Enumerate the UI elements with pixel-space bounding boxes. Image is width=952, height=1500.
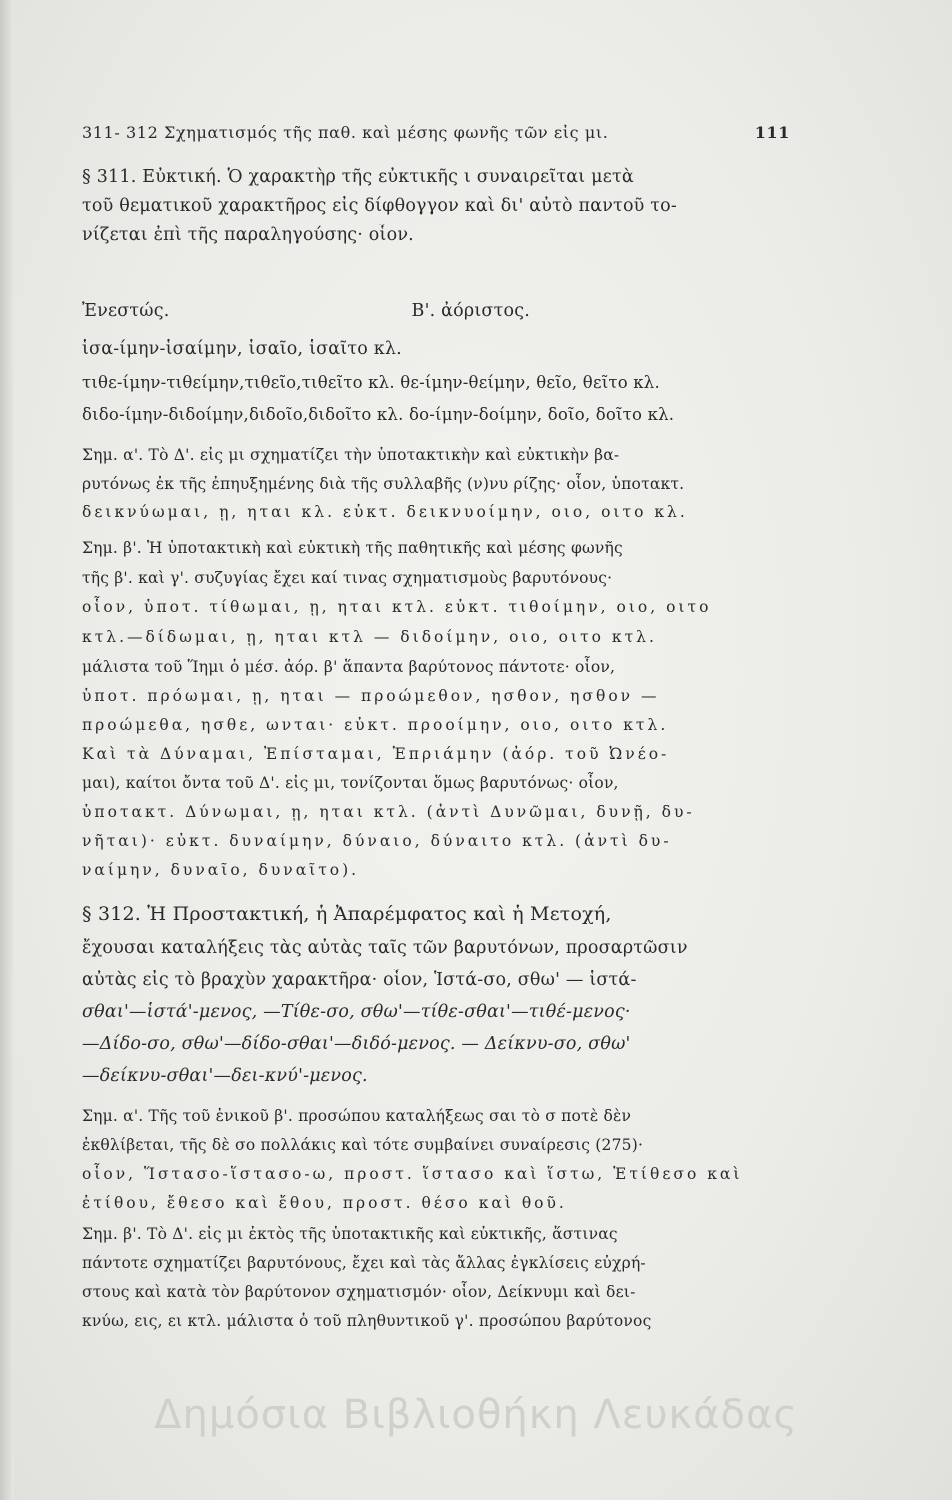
text-line: ἱσα-ίμην-ἱσαίμην, ἱσαῖο, ἱσαῖτο κλ. [82,339,402,359]
text-line: κνύω, εις, ει κτλ. μάλιστα ὁ τοῦ πληθυντικοῦ γ'. προσώπου βαρύτονος [82,1312,652,1330]
section-312-heading: § 312. Ἡ Προστακτική, ἡ Ἀπαρέμφατος καὶ ἡ Μετοχή, [82,903,612,925]
text-line: αὐτὰς εἰς τὸ βραχὺν χαρακτῆρα· οἷον, Ἱστά-σο, σθω' — ἱστά- [82,970,637,990]
text-line: —Δίδο-σο, σθω'—δίδο-σθαι'—διδό-μενος. — Δείκνυ-σο, σθω' [82,1034,631,1054]
text-line: ἔχουσαι καταλήξεις τὰς αὐτὰς ταῖς τῶν βαρυτόνων, προσαρτῶσιν [82,938,688,958]
text-line: οἷον, Ἵστασο-ἵστασο-ω, προστ. ἵστασο καὶ ἵστω, Ἐτίθεσο καὶ [82,1165,743,1183]
text-line: τῆς β'. καὶ γ'. συζυγίας ἔχει καί τινας σχηματισμοὺς βαρυτόνους· [82,569,613,587]
text-line: Ἐνεστώς. Β'. ἀόριστος. [82,301,530,321]
text-line: πάντοτε σχηματίζει βαρυτόνους, ἔχει καὶ τὰς ἄλλας ἐγκλίσεις εὐχρή- [82,1254,646,1272]
text-line: νίζεται ἐπὶ τῆς παραληγούσης· οἷον. [82,225,414,245]
text-line: Σημ. α'. Τὸ Δ'. εἰς μι σχηματίζει τὴν ὑποτακτικὴν καὶ εὐκτικὴν βα- [82,446,620,464]
text-line: κτλ.—δίδωμαι, ῃ, ηται κτλ — διδοίμην, οιο, οιτο κτλ. [82,628,657,646]
text-line: ἐκθλίβεται, τῆς δὲ σο πολλάκις καὶ τότε συμβαίνει συναίρεσις (275)· [82,1136,644,1154]
text-line: § 311. Εὐκτική. Ὁ χαρακτὴρ τῆς εὐκτικῆς ι συναιρεῖται μετὰ [82,167,634,187]
library-watermark: Δημόσια Βιβλιοθήκη Λευκάδας [154,1392,798,1438]
text-line: ὑποτακτ. Δύνωμαι, ῃ, ηται κτλ. (ἀντὶ Δυνῶμαι, δυνῇ, δυ- [82,803,695,821]
page-number: 111 [754,123,790,142]
text-line: σθαι'—ἱστά'-μενος, —Τίθε-σο, σθω'—τίθε-σθαι'—τιθέ-μενος· [82,1002,631,1022]
text-line: στους καὶ κατὰ τὸν βαρύτονον σχηματισμόν· οἷον, Δείκνυμι καὶ δει- [82,1283,636,1301]
text-line: δεικνύωμαι, ῃ, ηται κλ. εὐκτ. δεικνυοίμην, οιο, οιτο κλ. [82,503,688,521]
text-line: διδο-ίμην-διδοίμην,διδοῖο,διδοῖτο κλ. δο-ίμην-δοίμην, δοῖο, δοῖτο κλ. [82,405,675,424]
text-line: —δείκνυ-σθαι'—δει-κνύ'-μενος. [82,1066,368,1086]
text-line: τοῦ θεματικοῦ χαρακτῆρος εἰς δίφθογγον καὶ δι' αὐτὸ παντοῦ το- [82,196,678,216]
text-line: ἐτίθου, ἔθεσο καὶ ἔθου, προστ. θέσο καὶ θοῦ. [82,1194,567,1212]
page-binding-shadow [0,0,14,1500]
text-line: ναίμην, δυναῖο, δυναῖτο). [82,861,360,879]
text-line: τιθε-ίμην-τιθείμην,τιθεῖο,τιθεῖτο κλ. θε-ίμην-θείμην, θεῖο, θεῖτο κλ. [82,373,660,392]
header-title: 311- 312 Σχηματισμός τῆς παθ. καὶ μέσης φωνῆς τῶν εἰς μι. [82,123,609,142]
text-line: Σημ. α'. Τῆς τοῦ ἑνικοῦ β'. προσώπου καταλήξεως σαι τὸ σ ποτὲ δὲν [82,1107,632,1125]
running-header [82,122,790,144]
text-line: ὑποτ. πρόωμαι, ῃ, ηται — προώμεθον, ησθον, ησθον — [82,687,660,705]
text-line: οἷον, ὑποτ. τίθωμαι, ῃ, ηται κτλ. εὐκτ. τιθοίμην, οιο, οιτο [82,598,712,616]
text-line: μαι), καίτοι ὄντα τοῦ Δ'. εἰς μι, τονίζονται ὅμως βαρυτόνως· οἷον, [82,774,619,792]
text-line: Σημ. β'. Τὸ Δ'. εἰς μι ἐκτὸς τῆς ὑποτακτικῆς καὶ εὐκτικῆς, ἅστινας [82,1225,618,1243]
text-line: Σημ. β'. Ἡ ὑποτακτικὴ καὶ εὐκτικὴ τῆς παθητικῆς καὶ μέσης φωνῆς [82,539,623,557]
text-line: ρυτόνως ἐκ τῆς ἐπηυξημένης διὰ τῆς συλλαβῆς (ν)νυ ρίζης· οἷον, ὑποτακτ. [82,475,685,493]
text-line: Καὶ τὰ Δύναμαι, Ἐπίσταμαι, Ἐπριάμην (ἀόρ. τοῦ Ὠνέο- [82,745,670,763]
text-line: προώμεθα, ησθε, ωνται· εὐκτ. προοίμην, οιο, οιτο κτλ. [82,716,669,734]
text-line: μάλιστα τοῦ Ἵημι ὁ μέσ. ἀόρ. β' ἅπαντα βαρύτονος πάντοτε· οἷον, [82,658,616,676]
text-line: νῆται)· εὐκτ. δυναίμην, δύναιο, δύναιτο κτλ. (ἀντὶ δυ- [82,832,672,850]
